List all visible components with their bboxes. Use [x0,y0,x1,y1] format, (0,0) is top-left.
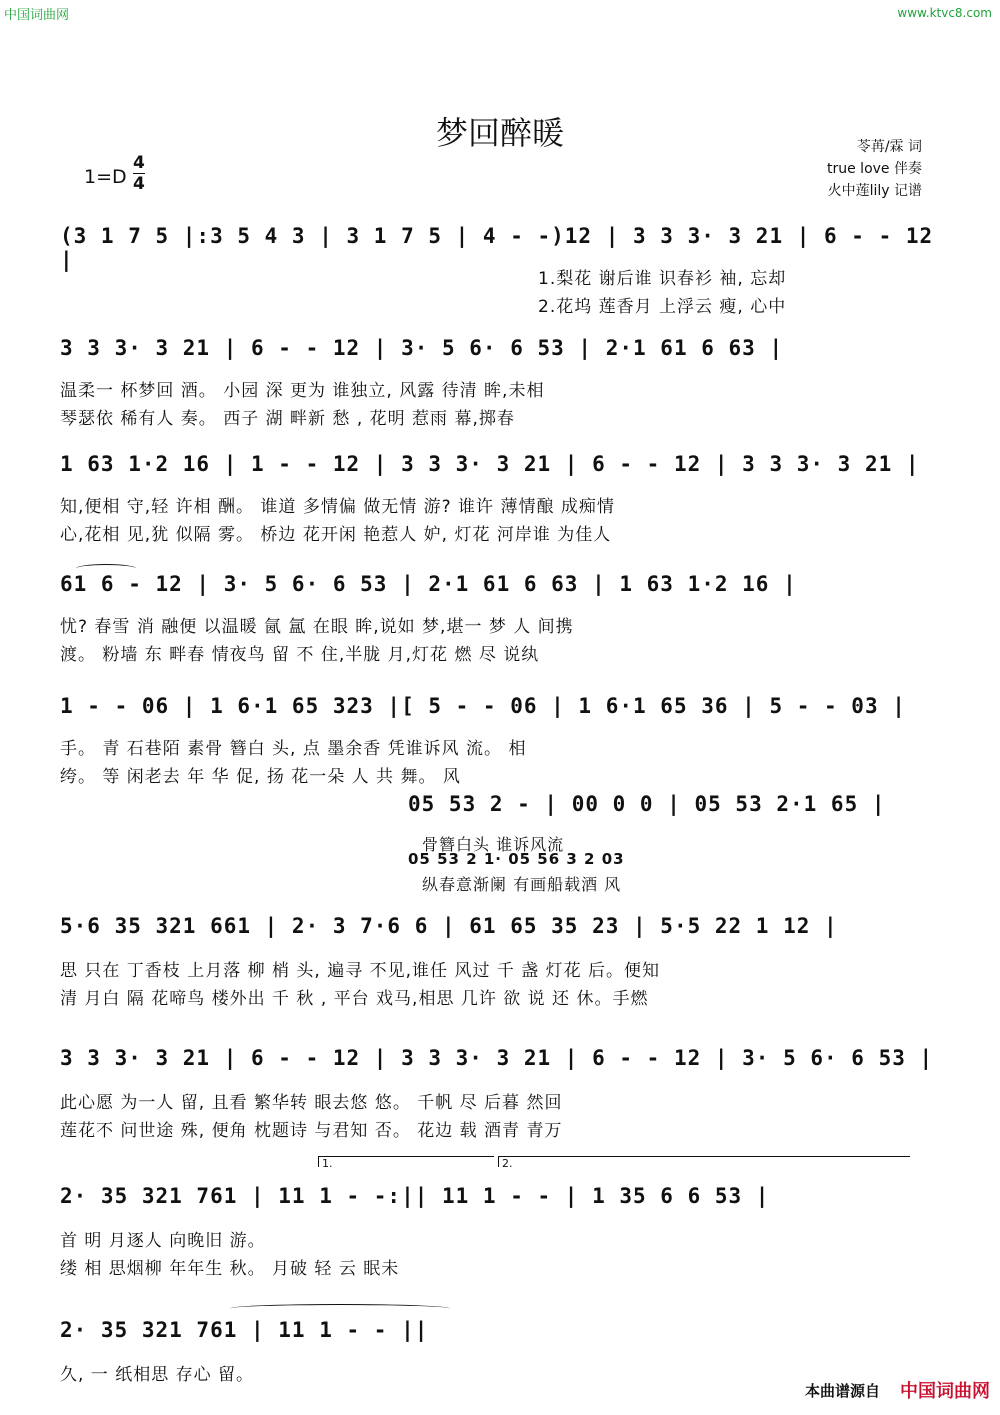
lyric-line: 缕 相 思烟柳 年年生 秋。 月破 轻 云 眠未 [60,1259,400,1279]
notation-line: 61 6 - 12 | 3· 5 6· 6 53 | 2·1 61 6 63 | 1 63 1·2 16 | [60,572,797,596]
lyric-line: 2.花坞 莲香月 上浮云 瘦, 心中 [538,297,787,317]
lyric-line: 心,花相 见,犹 似隔 雾。 桥边 花开闲 艳惹人 妒, 灯花 河岸谁 为佳人 [60,525,612,545]
notation-line: 3 3 3· 3 21 | 6 - - 12 | 3· 5 6· 6 53 | 2·1 61 6 63 | [60,336,784,360]
transcriber-credit: 火中莲lily 记谱 [827,183,922,199]
notation-line: 5·6 35 321 661 | 2· 3 7·6 6 | 61 65 35 23 | 5·5 22 1 12 | [60,914,838,938]
lyric-line: 首 明 月逐人 向晚旧 游。 [60,1231,266,1251]
accompaniment-credit: true love 伴奏 [827,161,922,177]
lyric-line: 忧? 春雪 消 融便 以温暖 氤 氲 在眼 眸,说如 梦,堪一 梦 人 间携 [60,617,574,637]
time-signature [133,154,145,193]
notation-line: 2· 35 321 761 | 11 1 - -:|| 11 1 - - | 1 35 6 6 53 | [60,1184,770,1208]
lyric-line: 琴瑟依 稀有人 奏。 西子 湖 畔新 愁 , 花明 惹雨 幕,掷春 [60,409,515,429]
notation-line: 3 3 3· 3 21 | 6 - - 12 | 3 3 3· 3 21 | 6 - - 12 | 3· 5 6· 6 53 | [60,1046,934,1070]
second-ending-label: 2. [502,1157,513,1170]
harmony-lyric: 纵春意渐阑 有画船载酒 风 [422,875,622,894]
lyric-line: 手。 青 石巷陌 素骨 簪白 头, 点 墨余香 凭谁诉风 流。 相 [60,739,527,759]
harmony-notation: 05 53 2 - | 00 0 0 | 05 53 2·1 65 | [408,792,886,816]
lyric-line: 渡。 粉墙 东 畔春 情夜鸟 留 不 住,半胧 月,灯花 燃 尽 说纨 [60,645,540,665]
key-signature: 1=D [84,166,127,188]
lyric-line: 1.梨花 谢后谁 识春衫 袖, 忘却 [538,269,787,289]
first-ending-bracket [318,1156,494,1170]
tie-arc [230,1304,450,1313]
lyric-line: 思 只在 丁香枝 上月落 柳 梢 头, 遍寻 不见,谁任 风过 千 盏 灯花 后。便知 [60,961,661,981]
notation-line: 1 - - 06 | 1 6·1 65 323 |[ 5 - - 06 | 1 6·1 65 36 | 5 - - 03 | [60,694,906,718]
lyric-line: 莲花不 问世途 殊, 便角 枕题诗 与君知 否。 花边 载 酒青 青万 [60,1121,563,1141]
site-url-watermark: www.ktvc8.com [897,6,992,20]
notation-line: 1 63 1·2 16 | 1 - - 12 | 3 3 3· 3 21 | 6 - - 12 | 3 3 3· 3 21 | [60,452,920,476]
time-sig-top: 4 [133,153,145,173]
lyric-line: 绔。 等 闲老去 年 华 促, 扬 花一朵 人 共 舞。 风 [60,767,461,787]
lyric-line: 知,便相 守,轻 许相 酬。 谁道 多情偏 做无情 游? 谁许 薄情酿 成痴情 [60,497,615,517]
lyric-line: 温柔一 杯梦回 酒。 小园 深 更为 谁独立, 风露 待清 眸,未相 [60,381,545,401]
time-sig-bottom: 4 [133,174,145,194]
notation-line: 2· 35 321 761 | 11 1 - - || [60,1318,429,1342]
site-name-watermark: 中国词曲网 [4,8,70,23]
footer-source-label: 本曲谱源自 [804,1382,880,1400]
lyricist-credit: 苓苒/霖 词 [856,139,922,155]
lyric-line: 清 月白 隔 花啼鸟 楼外出 千 秋 , 平台 戏马,相思 几许 欲 说 还 休。手燃 [60,989,649,1009]
second-ending-bracket [498,1156,910,1170]
first-ending-label: 1. [322,1157,333,1170]
harmony-notation-small: 05 53 2 1· 05 56 3 2 03 [408,850,625,868]
lyric-line: 久, 一 纸相思 存心 留。 [60,1365,255,1385]
footer-site-name: 中国词曲网 [900,1381,990,1402]
song-title: 梦回醉暖 [435,114,564,152]
harmony-lyric: 骨簪白头 谁诉风流 [422,835,565,854]
lyric-line: 此心愿 为一人 留, 且看 繁华转 眼去悠 悠。 千帆 尽 后暮 然回 [60,1093,563,1113]
notation-line: (3 1 7 5 |:3 5 4 3 | 3 1 7 5 | 4 - -)12 | 3 3 3· 3 21 | 6 - - 12 | [60,224,934,272]
